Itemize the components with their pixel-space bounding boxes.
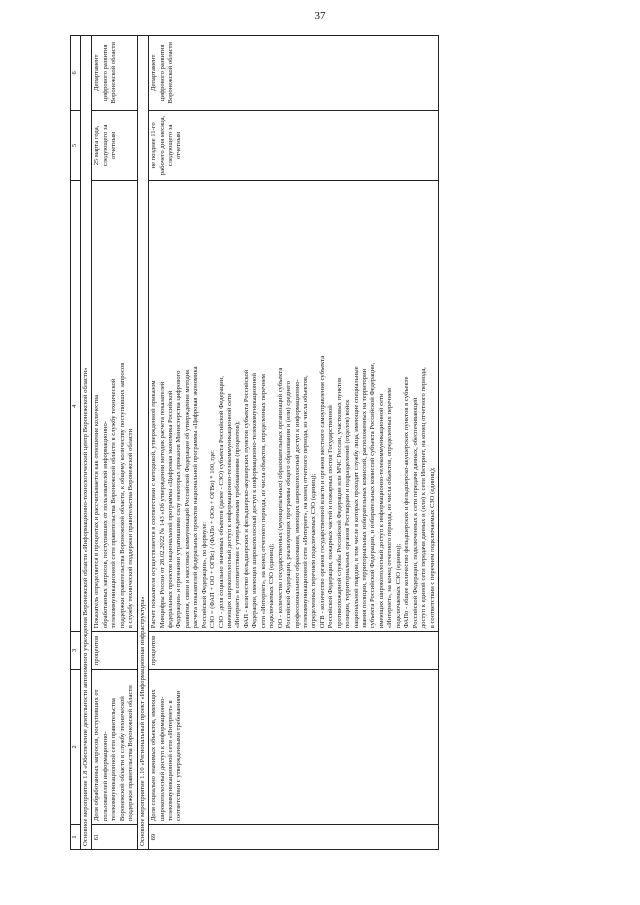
- responsible-cell: Департамент цифрового развития Воронежской области: [92, 36, 137, 111]
- header-cell: 2: [71, 669, 81, 825]
- formula-line: СЗО = (ФАП + ОО + ОГВс) / (ФАПо + ООо + ОГВо) * 100, где:: [209, 450, 217, 629]
- method-line: Показатель определяется в процентах и рассчитывается как отношение количества: [93, 395, 101, 629]
- row-number: 61: [92, 825, 137, 850]
- method-line: полиции, территориальных органов Росгвардии и подразделений (отделов) войск: [344, 399, 352, 629]
- indicator-name: Доля обработанных запросов, поступивших от пользователей информационно-телекоммуникационной сети правительства Воронежской области в службу технической поддержки правительства Воронежской области: [92, 669, 137, 825]
- method-line: Российской Федерации», по формуле:: [200, 521, 208, 629]
- method-line: Расчет показателя осуществляется в соответствии с методикой, утвержденной приказом: [150, 380, 158, 629]
- method-line: Российской Федерации, пожарных частей и пожарных постов Государственной: [327, 405, 335, 629]
- section-title: Основное мероприятие 1.8 «Обеспечение деятельности автономного учреждения Воронежской области «Информационно-технологический центр Воронежской области»: [81, 36, 92, 850]
- table-row: [149, 36, 439, 850]
- method-line: звания полиции, территориальных избирательных комиссий, расположенных на территории: [361, 368, 368, 629]
- method-cell: [149, 181, 439, 632]
- method-line: «Интернет», на конец отчетного периода, из числа объектов, определенных перечнем: [386, 388, 394, 629]
- method-line: телекоммуникационной сети правительства Воронежской области в службу технической: [110, 378, 118, 629]
- method-line: подключаемых СЗО (единиц);: [268, 543, 276, 629]
- term-cell: 25 марта года, следующего за отчетным: [92, 110, 137, 181]
- section-title: Основное мероприятие 1.10 «Региональный проект «Информационная инфраструктура»: [137, 36, 148, 850]
- method-line: Российской Федерации, реализующих программы общего образования и (или) среднего: [285, 381, 293, 629]
- page-number: 37: [314, 10, 326, 22]
- header-cell: 4: [71, 181, 81, 632]
- row-number: 69: [149, 825, 439, 850]
- method-line: «Интернет» в соответствии с утвержденными требованиями (процентов);: [234, 421, 242, 629]
- method-line: национальной гвардии, в том числе в которых проходят службу лица, имеющие специальные: [352, 366, 360, 629]
- header-cell: 5: [71, 110, 81, 181]
- method-line: имеющих широкополосный доступ к информационно-телекоммуникационной сети: [226, 393, 233, 629]
- method-line: СЗО - доля социально значимых объектов (далее - СЗО) субъекта Российской Федерации,: [217, 376, 225, 629]
- method-line: развития, связи и массовых коммуникаций Российской Федерации об утверждении методик: [183, 369, 191, 629]
- method-line: телекоммуникационной сети «Интернет», на конец отчетного периода, из числа объектов,: [301, 375, 309, 629]
- section-row: [137, 36, 148, 850]
- method-line: ОГВ - количество органов государственной власти и органов местного самоуправления субъекта: [318, 355, 326, 629]
- method-line: в службу технической поддержки правительства Воронежской области: [127, 428, 135, 629]
- header-cell: 1: [71, 825, 81, 850]
- header-cell: 6: [71, 36, 81, 111]
- unit-cell: процентов: [92, 632, 137, 669]
- method-line: Российской Федерации, подключенных к сети передачи данных, обеспечивающей: [411, 397, 419, 629]
- table-header-row: [71, 36, 81, 850]
- method-line: доступ к единой сети передачи данных и (или) к сети Интернет, на конец отчетного периода,: [420, 367, 428, 629]
- indicator-name: Доля социально значимых объектов, имеющих широкополосный доступ к информационно-телекоммуникационной сети «Интернет» в соответствии с утвержденными требованиями: [149, 669, 439, 825]
- header-cell: 3: [71, 632, 81, 669]
- term-cell: не позднее 11-го рабочего дня месяца, следующего за отчетным: [149, 110, 439, 181]
- unit-cell: процентов: [149, 632, 439, 669]
- method-line: имеющих широкополосный доступ к информационно-телекоммуникационной сети: [377, 393, 385, 629]
- method-line: определенных перечнем подключаемых СЗО (единиц);: [310, 473, 318, 629]
- method-line: федеральных проектов национальной программы «Цифровая экономика Российской: [166, 390, 174, 629]
- rotated-table-container: [70, 35, 580, 850]
- method-line: обработанных запросов, поступивших от пользователей информационно-: [101, 421, 109, 629]
- section-row: [81, 36, 92, 850]
- method-line: ОО - количество государственных (муниципальных) образовательных организаций субъекта: [276, 367, 284, 629]
- method-line: Федерации» и признании утратившими силу некоторых приказов Министерства цифрового: [175, 370, 183, 629]
- method-line: сети «Интернет», на конец отчетного периода, из числа объектов, определенных перечнем: [259, 374, 267, 629]
- method-line: подключаемых СЗО (единиц);: [394, 543, 402, 629]
- table-row: [92, 36, 137, 850]
- method-line: противопожарной службы Российской Федерации или МЧС России, участковых пунктов: [335, 377, 343, 629]
- method-cell: [92, 181, 137, 632]
- method-line: расчета показателей федеральных проектов национальной программы «Цифровая экономика: [192, 366, 200, 629]
- method-line: Минцифры России от 28.02.2022 № 143 «Об утверждении методик расчета показателей: [158, 381, 166, 629]
- method-line: Федерации, имеющих широкополосный доступ к информационно-телекоммуникационной: [251, 373, 259, 629]
- responsible-cell: Департамент цифрового развития Воронежской области: [149, 36, 439, 111]
- method-line: профессионального образования, имеющих широкополосный доступ к информационно-: [293, 379, 301, 629]
- method-line: ФАПо - общее количество фельдшерских и фельдшерско-акушерских пунктов в субъекте: [403, 376, 411, 629]
- method-line: в соответствии с перечнем подключаемых СЗО (единиц);: [428, 467, 436, 629]
- method-line: субъекта Российской Федерации, и избирательных комиссий субъекта Российской Федерации,: [369, 362, 377, 629]
- method-line: поддержки правительства Воронежской области, к общему количеству поступивших запросов: [118, 362, 126, 629]
- method-line: ФАП - количество фельдшерских и фельдшерско-акушерских пунктов субъекта Российской: [242, 369, 250, 629]
- indicators-table: [70, 35, 439, 850]
